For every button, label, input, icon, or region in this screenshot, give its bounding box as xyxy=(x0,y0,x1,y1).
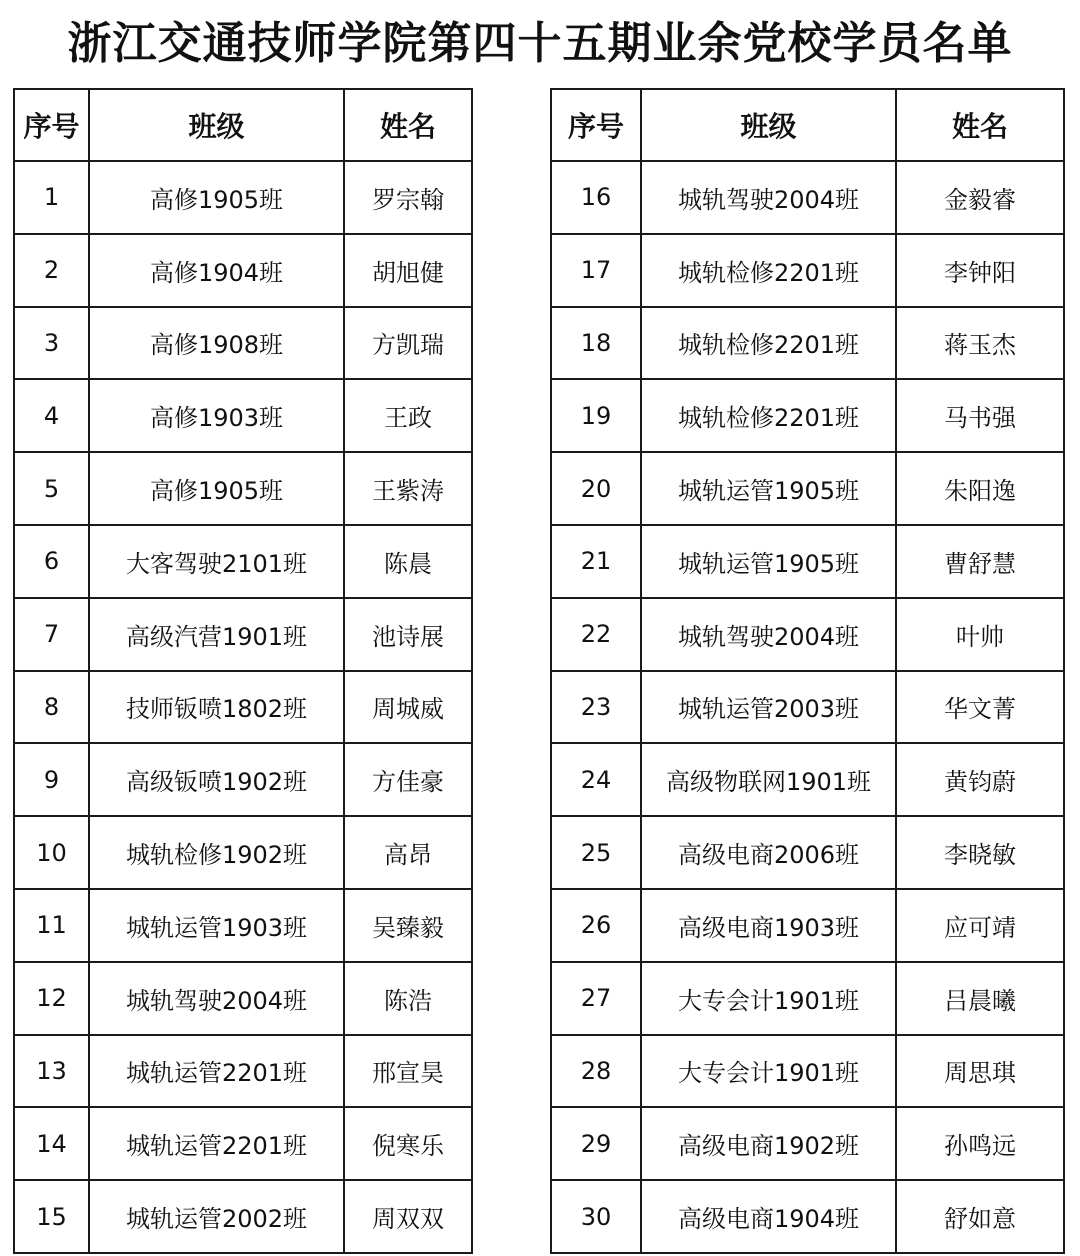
cell-class: 高修1905班 xyxy=(89,161,344,234)
cell-student-name: 邢宣昊 xyxy=(344,1035,472,1108)
cell-class: 大专会计1901班 xyxy=(641,962,896,1035)
cell-class: 城轨运管1905班 xyxy=(641,452,896,525)
cell-student-name: 朱阳逸 xyxy=(896,452,1064,525)
cell-serial-number: 21 xyxy=(551,525,641,598)
cell-student-name: 倪寒乐 xyxy=(344,1107,472,1180)
cell-serial-number: 28 xyxy=(551,1035,641,1108)
cell-class: 城轨运管2003班 xyxy=(641,671,896,744)
cell-student-name: 王紫涛 xyxy=(344,452,472,525)
cell-student-name: 金毅睿 xyxy=(896,161,1064,234)
cell-serial-number: 7 xyxy=(14,598,89,671)
cell-serial-number: 22 xyxy=(551,598,641,671)
cell-student-name: 陈浩 xyxy=(344,962,472,1035)
table-row xyxy=(551,1035,1064,1108)
cell-student-name: 罗宗翰 xyxy=(344,161,472,234)
cell-serial-number: 1 xyxy=(14,161,89,234)
cell-class: 城轨检修2201班 xyxy=(641,234,896,307)
cell-class: 大客驾驶2101班 xyxy=(89,525,344,598)
cell-class: 高修1908班 xyxy=(89,307,344,380)
cell-serial-number: 30 xyxy=(551,1180,641,1253)
table-row xyxy=(551,525,1064,598)
cell-class: 高级电商2006班 xyxy=(641,816,896,889)
cell-student-name: 王政 xyxy=(344,379,472,452)
cell-class: 城轨检修1902班 xyxy=(89,816,344,889)
cell-serial-number: 8 xyxy=(14,671,89,744)
roster-body-right xyxy=(551,161,1064,1253)
cell-serial-number: 29 xyxy=(551,1107,641,1180)
cell-serial-number: 4 xyxy=(14,379,89,452)
table-row xyxy=(551,379,1064,452)
cell-student-name: 吕晨曦 xyxy=(896,962,1064,1035)
cell-serial-number: 16 xyxy=(551,161,641,234)
cell-student-name: 李晓敏 xyxy=(896,816,1064,889)
cell-student-name: 周思琪 xyxy=(896,1035,1064,1108)
roster-table-right xyxy=(550,88,1065,1254)
cell-serial-number: 26 xyxy=(551,889,641,962)
cell-serial-number: 24 xyxy=(551,743,641,816)
cell-serial-number: 9 xyxy=(14,743,89,816)
cell-student-name: 池诗展 xyxy=(344,598,472,671)
table-row xyxy=(14,671,472,744)
cell-serial-number: 6 xyxy=(14,525,89,598)
cell-student-name: 周双双 xyxy=(344,1180,472,1253)
table-row xyxy=(551,743,1064,816)
cell-student-name: 胡旭健 xyxy=(344,234,472,307)
table-row xyxy=(551,307,1064,380)
table-row xyxy=(551,1107,1064,1180)
cell-student-name: 吴臻毅 xyxy=(344,889,472,962)
table-row xyxy=(551,452,1064,525)
table-row xyxy=(14,816,472,889)
cell-student-name: 曹舒慧 xyxy=(896,525,1064,598)
table-row xyxy=(14,889,472,962)
table-row xyxy=(14,307,472,380)
roster-body-left xyxy=(14,161,472,1253)
cell-serial-number: 23 xyxy=(551,671,641,744)
table-row xyxy=(551,1180,1064,1253)
table-header-row xyxy=(14,89,472,161)
cell-student-name: 陈晨 xyxy=(344,525,472,598)
table-row xyxy=(551,962,1064,1035)
cell-class: 城轨驾驶2004班 xyxy=(89,962,344,1035)
table-row xyxy=(14,234,472,307)
cell-student-name: 黄钧蔚 xyxy=(896,743,1064,816)
cell-serial-number: 25 xyxy=(551,816,641,889)
cell-class: 高修1904班 xyxy=(89,234,344,307)
table-row xyxy=(551,598,1064,671)
table-row xyxy=(551,816,1064,889)
cell-student-name: 叶帅 xyxy=(896,598,1064,671)
cell-class: 高级电商1903班 xyxy=(641,889,896,962)
cell-serial-number: 10 xyxy=(14,816,89,889)
table-row xyxy=(14,525,472,598)
table-row xyxy=(14,452,472,525)
table-row xyxy=(551,671,1064,744)
cell-student-name: 李钟阳 xyxy=(896,234,1064,307)
cell-class: 城轨运管2201班 xyxy=(89,1035,344,1108)
cell-class: 城轨检修2201班 xyxy=(641,307,896,380)
cell-serial-number: 5 xyxy=(14,452,89,525)
cell-student-name: 华文菁 xyxy=(896,671,1064,744)
cell-serial-number: 27 xyxy=(551,962,641,1035)
header-serial-number: 序号 xyxy=(551,89,641,161)
cell-class: 城轨运管1903班 xyxy=(89,889,344,962)
cell-class: 城轨检修2201班 xyxy=(641,379,896,452)
cell-class: 高级电商1902班 xyxy=(641,1107,896,1180)
table-header-row xyxy=(551,89,1064,161)
cell-student-name: 方佳豪 xyxy=(344,743,472,816)
cell-student-name: 马书强 xyxy=(896,379,1064,452)
cell-serial-number: 13 xyxy=(14,1035,89,1108)
cell-class: 技师钣喷1802班 xyxy=(89,671,344,744)
cell-serial-number: 19 xyxy=(551,379,641,452)
page-title: 浙江交通技师学院第四十五期业余党校学员名单 xyxy=(67,18,1013,69)
table-row xyxy=(14,379,472,452)
table-row xyxy=(14,598,472,671)
cell-serial-number: 3 xyxy=(14,307,89,380)
header-name: 姓名 xyxy=(344,89,472,161)
header-class: 班级 xyxy=(641,89,896,161)
cell-class: 高级物联网1901班 xyxy=(641,743,896,816)
cell-class: 城轨运管2002班 xyxy=(89,1180,344,1253)
cell-serial-number: 17 xyxy=(551,234,641,307)
cell-class: 高级钣喷1902班 xyxy=(89,743,344,816)
header-serial-number: 序号 xyxy=(14,89,89,161)
cell-class: 高修1905班 xyxy=(89,452,344,525)
cell-serial-number: 11 xyxy=(14,889,89,962)
table-row xyxy=(14,962,472,1035)
cell-class: 城轨驾驶2004班 xyxy=(641,161,896,234)
cell-serial-number: 15 xyxy=(14,1180,89,1253)
cell-student-name: 周城威 xyxy=(344,671,472,744)
table-row xyxy=(551,889,1064,962)
roster-table-left xyxy=(13,88,473,1254)
table-row xyxy=(14,1107,472,1180)
cell-student-name: 孙鸣远 xyxy=(896,1107,1064,1180)
header-name: 姓名 xyxy=(896,89,1064,161)
table-row xyxy=(14,743,472,816)
table-row xyxy=(551,161,1064,234)
table-row xyxy=(551,234,1064,307)
cell-student-name: 应可靖 xyxy=(896,889,1064,962)
cell-serial-number: 2 xyxy=(14,234,89,307)
cell-serial-number: 20 xyxy=(551,452,641,525)
cell-student-name: 蒋玉杰 xyxy=(896,307,1064,380)
header-class: 班级 xyxy=(89,89,344,161)
cell-serial-number: 14 xyxy=(14,1107,89,1180)
table-row xyxy=(14,161,472,234)
cell-class: 城轨运管2201班 xyxy=(89,1107,344,1180)
cell-student-name: 方凯瑞 xyxy=(344,307,472,380)
cell-student-name: 高昂 xyxy=(344,816,472,889)
cell-serial-number: 12 xyxy=(14,962,89,1035)
cell-class: 城轨运管1905班 xyxy=(641,525,896,598)
table-row xyxy=(14,1035,472,1108)
cell-student-name: 舒如意 xyxy=(896,1180,1064,1253)
cell-class: 高级电商1904班 xyxy=(641,1180,896,1253)
cell-class: 高级汽营1901班 xyxy=(89,598,344,671)
cell-class: 大专会计1901班 xyxy=(641,1035,896,1108)
cell-class: 高修1903班 xyxy=(89,379,344,452)
table-row xyxy=(14,1180,472,1253)
cell-serial-number: 18 xyxy=(551,307,641,380)
cell-class: 城轨驾驶2004班 xyxy=(641,598,896,671)
